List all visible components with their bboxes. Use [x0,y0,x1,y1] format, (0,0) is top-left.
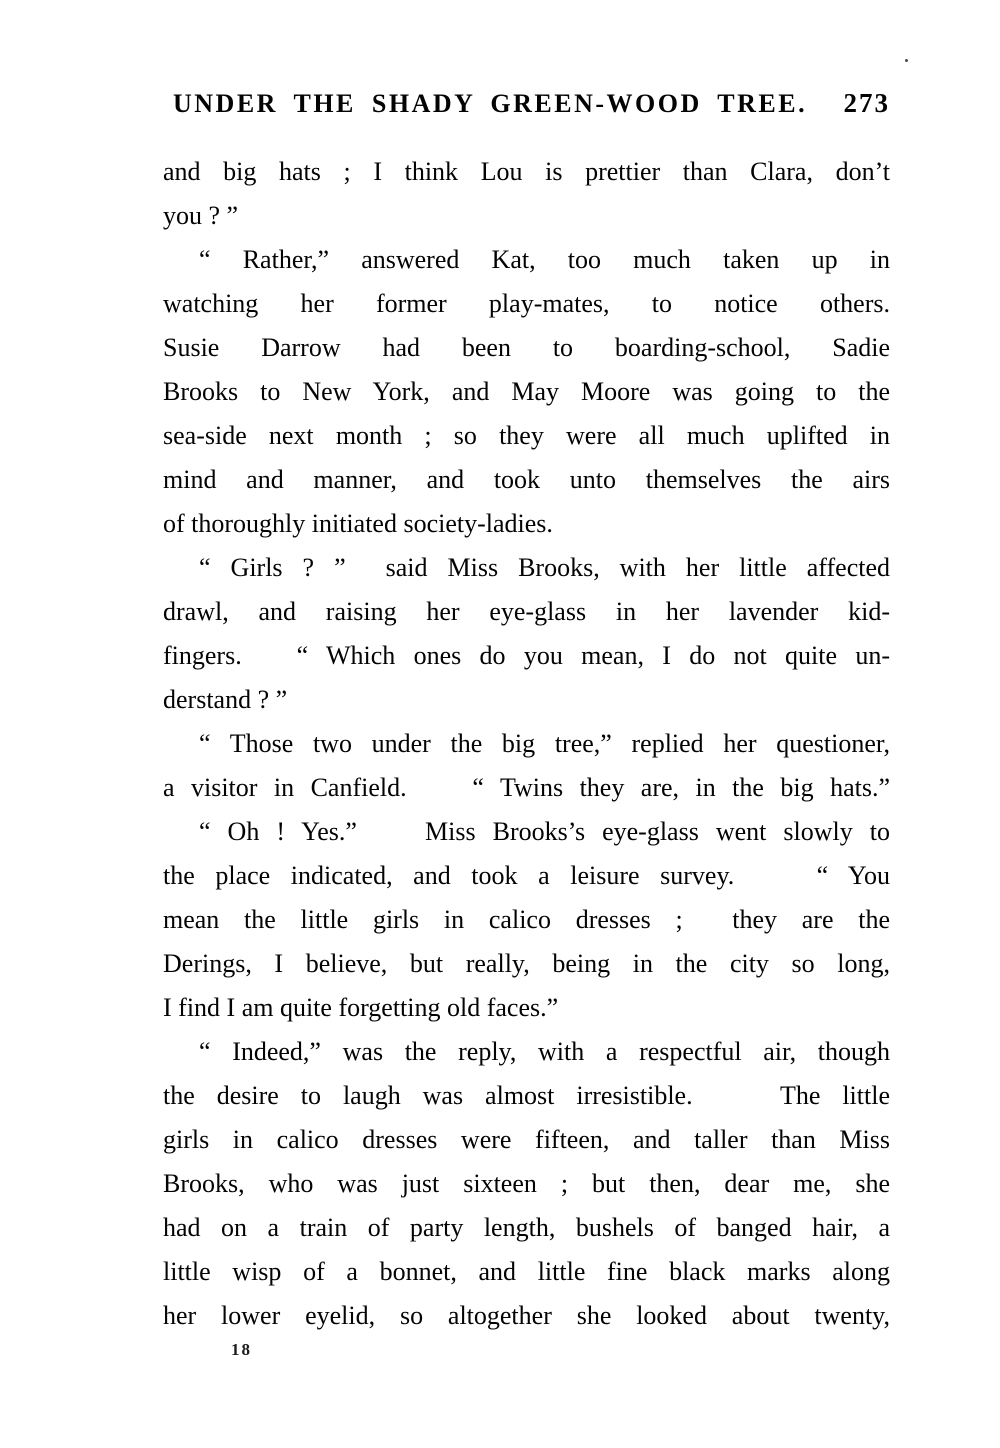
text-line: sea-side next month ; so they were all much uplifted in [163,421,890,450]
text-line: you ? ” [163,201,239,230]
signature-mark: 18 [231,1340,252,1359]
paragraph [163,546,890,722]
text-line: a visitor in Canfield. “ Twins they are, in the big hats.” [163,773,890,802]
text-line: “ Girls ? ” said Miss Brooks, with her little affected [199,553,890,582]
text-line: “ Those two under the big tree,” replied her questioner, [199,729,890,758]
text-block [163,150,890,1338]
text-line: I find I am quite forgetting old faces.” [163,993,559,1022]
text-line: “ Oh ! Yes.” Miss Brooks’s eye-glass went slowly to [199,817,890,846]
text-line: had on a train of party length, bushels of banged hair, a [163,1213,890,1242]
text-line: Brooks, who was just sixteen ; but then, dear me, she [163,1169,890,1198]
page-number: 273 [843,88,890,118]
text-line: the desire to laugh was almost irresistible. The little [163,1081,890,1110]
paragraph [163,722,890,810]
text-line: Brooks to New York, and May Moore was going to the [163,377,890,406]
text-line: fingers. “ Which ones do you mean, I do not quite un- [163,641,890,670]
text-line: “ Rather,” answered Kat, too much taken up in [199,245,890,274]
running-header [163,88,890,119]
text-line: and big hats ; I think Lou is prettier than Clara, don’t [163,157,890,186]
header-title: UNDER THE SHADY GREEN-WOOD TREE. [173,89,808,118]
text-line: derstand ? ” [163,685,288,714]
text-line: of thoroughly initiated society-ladies. [163,509,553,538]
text-line: girls in calico dresses were fifteen, and taller than Miss [163,1125,890,1154]
text-line: drawl, and raising her eye-glass in her lavender kid- [163,597,890,626]
text-line: mean the little girls in calico dresses ; they are the [163,905,890,934]
paragraph [163,810,890,1030]
text-line: the place indicated, and took a leisure survey. “ You [163,861,890,890]
text-line: mind and manner, and took unto themselves the airs [163,465,890,494]
text-line: “ Indeed,” was the reply, with a respectful air, though [199,1037,890,1066]
text-line: her lower eyelid, so altogether she looked about twenty, [163,1301,890,1330]
text-line: Derings, I believe, but really, being in the city so long, [163,949,890,978]
text-line: Susie Darrow had been to boarding-school, Sadie [163,333,890,362]
paragraph [163,238,890,546]
text-line: little wisp of a bonnet, and little fine black marks along [163,1257,890,1286]
text-line: watching her former play-mates, to notice others. [163,289,890,318]
paragraph [163,150,890,238]
paragraph [163,1030,890,1338]
scan-speck [905,59,908,62]
